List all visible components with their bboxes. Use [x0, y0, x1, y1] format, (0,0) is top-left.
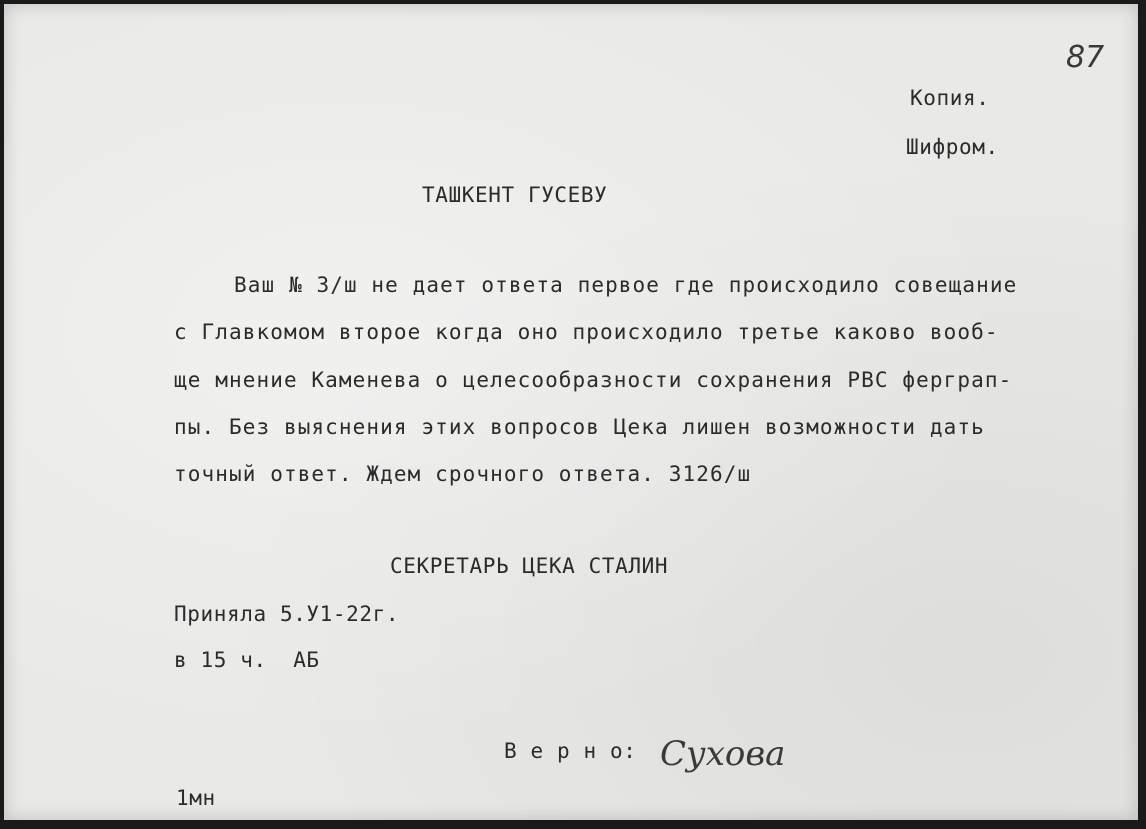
received-date: Приняла 5.У1-22г. [174, 602, 400, 626]
body-line: Ваш № 3/ш не дает ответа первое где происходило совещание [234, 273, 1018, 297]
signature-line: СЕКРЕТАРЬ ЦЕКА СТАЛИН [390, 554, 669, 578]
addressee: ТАШКЕНТ ГУСЕВУ [422, 183, 608, 207]
page-number: 87 [1066, 40, 1105, 75]
received-time: в 15 ч. АБ [174, 648, 320, 672]
document-sheet [4, 4, 1138, 820]
verification-signature: Сухова [660, 734, 786, 774]
cipher-label: Шифром. [906, 135, 999, 159]
copies-note: 1мн [176, 786, 216, 810]
body-line: пы. Без выяснения этих вопросов Цека лишен возможности дать [174, 415, 985, 439]
copy-label: Копия. [910, 86, 990, 110]
body-line: с Главкомом второе когда оно происходило третье каково вооб- [174, 320, 999, 344]
body-line: точный ответ. Ждем срочного ответа. 3126/ш [174, 462, 752, 486]
body-line: ще мнение Каменева о целесообразности сохранения РВС ферграп- [174, 368, 1013, 392]
verification-label: В е р н о: [504, 739, 637, 763]
